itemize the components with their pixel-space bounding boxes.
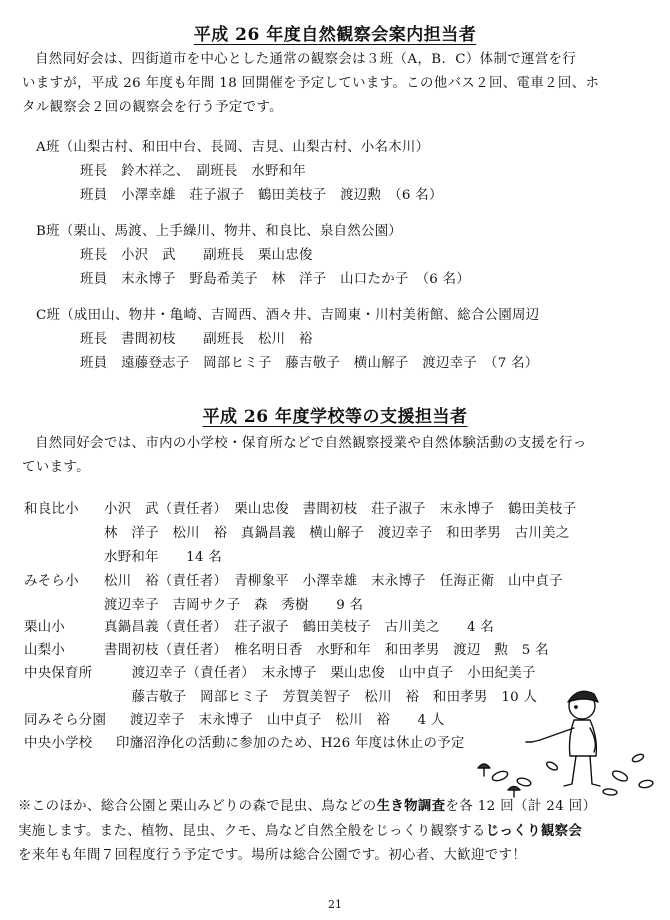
support-row-label: みそら小 bbox=[24, 574, 79, 589]
note-text: を各 12 回（計 24 回） bbox=[445, 799, 597, 814]
support-row-text: 書間初枝（責任者） 椎名明日香 水野和年 和田孝男 渡辺 勲 5 名 bbox=[104, 643, 549, 658]
child-pointing-illustration bbox=[470, 672, 670, 802]
support-row-text: 水野和年 14 名 bbox=[104, 550, 223, 565]
survey-note bbox=[18, 794, 658, 868]
support-intro-line: ています。 bbox=[22, 460, 90, 475]
support-row-label: 和良比小 bbox=[24, 502, 79, 517]
note-text: ※このほか、総合公園と栗山みどりの森で昆虫、鳥などの bbox=[18, 799, 377, 814]
guides-intro bbox=[22, 48, 652, 120]
team-c-members: 班員 遠藤登志子 岡部ヒミ子 藤吉敬子 横山解子 渡辺幸子 （7 名） bbox=[80, 356, 539, 371]
team-b-leaders: 班長 小沢 武 副班長 栗山忠俊 bbox=[80, 248, 313, 263]
support-row-text: 渡辺幸子（責任者） 末永博子 栗山忠俊 山中貞子 小田紀美子 bbox=[118, 666, 536, 681]
support-row-text: 真鍋昌義（責任者） 荘子淑子 鶴田美枝子 古川美之 4 名 bbox=[104, 620, 495, 635]
support-row-text: 渡辺幸子 末永博子 山中貞子 松川 裕 4 人 bbox=[130, 713, 445, 728]
support-intro bbox=[22, 432, 652, 480]
support-row-text: 藤吉敬子 岡部ヒミ子 芳賀美智子 松川 裕 和田孝男 10 人 bbox=[118, 690, 538, 705]
guides-intro-line: タル観察会２回の観察会を行う予定です。 bbox=[22, 100, 283, 115]
support-row-label: 同みそら分園 bbox=[24, 713, 107, 728]
note-line-3: を来年も年間７回程度行う予定です。場所は総合公園です。初心者、大歓迎です！ bbox=[18, 848, 527, 863]
note-emphasis: 生き物調査 bbox=[376, 798, 446, 814]
page-number: 21 bbox=[328, 898, 342, 911]
support-row-text: 印旛沼浄化の活動に参加のため、H26 年度は休止の予定 bbox=[116, 736, 465, 751]
support-row-label: 中央保育所 bbox=[24, 666, 93, 681]
guides-intro-line: いますが，平成 26 年度も年間 18 回開催を予定しています。この他バス２回、電車２回、ホ bbox=[22, 76, 600, 91]
team-a-leaders: 班長 鈴木祥之、 副班長 水野和年 bbox=[80, 164, 307, 179]
support-row-label: 栗山小 bbox=[24, 620, 66, 635]
guides-intro-line: 自然同好会は、四街道市を中心とした通常の観察会は３班（A，B．C）体制で運営を行 bbox=[35, 52, 577, 67]
note-emphasis: じっくり観察会 bbox=[485, 823, 583, 839]
support-intro-line: 自然同好会では、市内の小学校・保育所などで自然観察授業や自然体験活動の支援を行っ bbox=[35, 436, 587, 451]
team-c-leaders: 班長 書間初枝 副班長 松川 裕 bbox=[80, 332, 313, 347]
team-b-members: 班員 末永博子 野島希美子 林 洋子 山口たか子 （6 名） bbox=[80, 272, 471, 287]
team-b-header: B班（栗山、馬渡、上手繰川、物井、和良比、泉自然公園） bbox=[36, 224, 403, 239]
support-row-label: 山梨小 bbox=[24, 643, 66, 658]
team-a-header: A班（山梨古村、和田中台、長岡、吉見、山梨古村、小名木川） bbox=[36, 140, 430, 155]
note-text: 実施します。また、植物、昆虫、クモ、鳥など自然全般をじっくり観察する bbox=[18, 824, 486, 839]
support-row-label: 中央小学校 bbox=[24, 736, 93, 751]
team-a-members: 班員 小澤幸雄 荘子淑子 鶴田美枝子 渡辺勲 （6 名） bbox=[80, 188, 443, 203]
support-row-text: 林 洋子 松川 裕 真鍋昌義 横山解子 渡辺幸子 和田孝男 古川美之 bbox=[104, 526, 570, 541]
support-row-text: 松川 裕（責任者） 青柳象平 小澤幸雄 末永博子 任海正衛 山中貞子 bbox=[104, 574, 563, 589]
note-line-2 bbox=[18, 819, 658, 844]
team-c-header: C班（成田山、物井・亀崎、吉岡西、酒々井、吉岡東・川村美術館、総合公園周辺 bbox=[36, 308, 540, 323]
support-row-text: 小沢 武（責任者） 栗山忠俊 書間初枝 荘子淑子 末永博子 鶴田美枝子 bbox=[104, 502, 577, 517]
support-row-text: 渡辺幸子 吉岡サク子 森 秀樹 9 名 bbox=[104, 598, 364, 613]
guides-title: 平成 26 年度自然観察会案内担当者 bbox=[193, 25, 477, 45]
note-line-1 bbox=[18, 794, 658, 819]
support-title: 平成 26 年度学校等の支援担当者 bbox=[202, 407, 468, 427]
